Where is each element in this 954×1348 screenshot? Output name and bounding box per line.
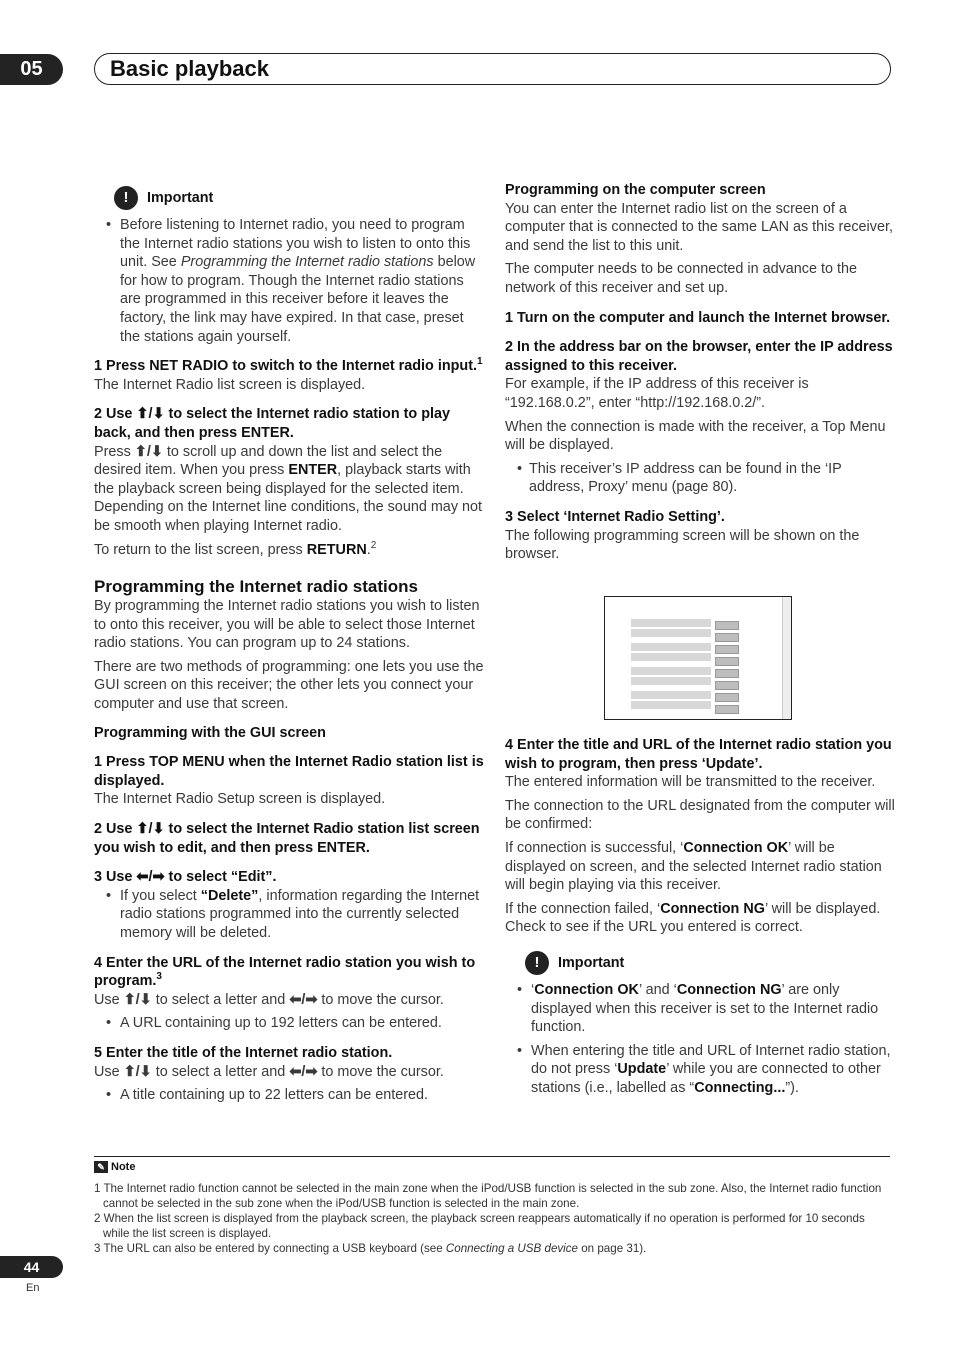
footnote-1: 1 The Internet radio function cannot be selected in the main zone when the iPod/USB function is selected in the sub zone. Also, the Internet radio function cannot be selected in the sub zone when the iPod/USB function is selected in the main zone. <box>94 1181 882 1210</box>
leftright-arrows-icon: ⬅/➡ <box>289 991 318 1008</box>
note-icon: ✎ <box>94 1161 108 1173</box>
step-1-body: The Internet Radio list screen is displayed. <box>94 376 366 393</box>
url-field <box>631 677 711 685</box>
notes-divider <box>94 1156 890 1157</box>
important-bullet-1: • ‘Connection OK’ and ‘Connection NG’ are only displayed when this receiver is set to the Internet radio function. <box>505 981 895 1037</box>
chapter-title-bar <box>94 53 891 85</box>
programming-screen-illustration <box>604 596 792 720</box>
pc-step-3-body: The following programming screen will be shown on the browser. <box>505 527 860 563</box>
title-field <box>631 643 711 651</box>
pc-paragraph-1: You can enter the Internet radio list on the screen of a computer that is connected to the same LAN as this receiver, and send the list to this unit. <box>505 200 893 254</box>
updown-arrows-icon: ⬆/⬇ <box>136 821 165 838</box>
footnote-3: 3 The URL can also be entered by connecting a USB keyboard (see Connecting a USB device on page 31). <box>94 1241 647 1255</box>
footnote-2: 2 When the list screen is displayed from the playback screen, the playback screen reappears automatically if no operation is performed for 10 seconds while the list screen is displayed. <box>94 1211 865 1240</box>
pc-step-4-body: The entered information will be transmitted to the receiver. <box>505 774 876 791</box>
chapter-title: Basic playback <box>110 56 269 81</box>
important-icon: ! <box>114 186 138 210</box>
left-column <box>94 186 484 1105</box>
step-2: 2 Use ⬆/⬇ to select the Internet radio station to play back, and then press ENTER. <box>94 406 450 441</box>
gui-step-5-bullet: • A title containing up to 22 letters can be entered. <box>94 1086 484 1105</box>
chapter-number: 05 <box>0 54 63 85</box>
updown-arrows-icon: ⬆/⬇ <box>123 991 152 1008</box>
gui-step-4: 4 Enter the URL of the Internet radio station you wish to program.$^3$ <box>94 954 476 990</box>
gui-step-4-bullet: • A URL containing up to 192 letters can be entered. <box>94 1014 484 1033</box>
scrollbar <box>782 597 791 719</box>
update-button <box>715 681 739 690</box>
pc-subtitle: Programming on the computer screen <box>505 182 766 198</box>
important-label: Important <box>147 189 214 206</box>
update-button <box>715 657 739 666</box>
gui-step-3: 3 Use ⬅/➡ to select “Edit”. <box>94 869 277 886</box>
pc-step-3: 3 Select ‘Internet Radio Setting’. <box>505 508 725 525</box>
return-text: To return to the list screen, press RETURN.$^2$ <box>94 539 377 558</box>
gui-step-5-body: Use ⬆/⬇ to select a letter and ⬅/➡ to move the cursor. <box>94 1063 444 1080</box>
gui-step-4-body: Use ⬆/⬇ to select a letter and ⬅/➡ to move the cursor. <box>94 991 444 1008</box>
important-bullet-2: • When entering the title and URL of Internet radio station, do not press ‘Update’ while you are connected to other stations (i.e., labelled as “Connecting...”). <box>505 1042 895 1098</box>
updown-arrows-icon: ⬆/⬇ <box>134 443 163 460</box>
gui-step-3-bullet: • If you select “Delete”, information regarding the Internet radio stations programmed into the currently selected memory will be deleted. <box>94 887 484 943</box>
url-field <box>631 629 711 637</box>
section-paragraph-1: By programming the Internet radio stations you wish to listen to onto this receiver, you will be able to select those Internet radio stations. You can program up to 24 stations. <box>94 598 480 652</box>
important-label: Important <box>558 954 625 971</box>
url-field <box>631 701 711 709</box>
gui-step-1-body: The Internet Radio Setup screen is displayed. <box>94 791 386 808</box>
pc-step-4: 4 Enter the title and URL of the Internet radio station you wish to program, then press ‘Update’. <box>505 737 892 772</box>
pc-step-2-body: For example, if the IP address of this receiver is “192.168.0.2”, enter “http://192.168.0.2/”. <box>505 376 809 411</box>
important-icon: ! <box>525 951 549 975</box>
gui-step-1: 1 Press TOP MENU when the Internet Radio station list is displayed. <box>94 754 484 789</box>
gui-step-2: 2 Use ⬆/⬇ to select the Internet Radio station list screen you wish to edit, and then press ENTER. <box>94 821 480 856</box>
update-button <box>715 693 739 702</box>
update-button <box>715 669 739 678</box>
important-bullet: • Before listening to Internet radio, you need to program the Internet radio stations you wish to listen to onto this unit. See Programming the Internet radio stations below for how to program. Though the Internet radio stations are programmed in this receiver before it leaves the factory, the link may have expired. In that case, preset the stations again yourself. <box>94 216 484 346</box>
leftright-arrows-icon: ⬅/➡ <box>289 1063 318 1080</box>
gui-step-5: 5 Enter the title of the Internet radio station. <box>94 1044 393 1061</box>
url-field <box>631 653 711 661</box>
step-1: 1 Press NET RADIO to switch to the Internet radio input.$^1$ <box>94 356 483 375</box>
updown-arrows-icon: ⬆/⬇ <box>136 406 165 423</box>
pc-step-2-body-2: When the connection is made with the receiver, a Top Menu will be displayed. <box>505 418 886 454</box>
leftright-arrows-icon: ⬅/➡ <box>136 869 165 886</box>
pc-step-4-body-2: The connection to the URL designated from the computer will be confirmed: <box>505 797 895 833</box>
connection-ok-text: If connection is successful, ‘Connection OK’ will be displayed on screen, and the selected Internet radio station will begin playing via this receiver. <box>505 839 882 894</box>
right-column-bottom <box>505 736 895 1098</box>
important-heading <box>94 186 484 210</box>
language-code: En <box>26 1282 40 1294</box>
pc-step-1: 1 Turn on the computer and launch the Internet browser. <box>505 309 891 326</box>
update-button <box>715 621 739 630</box>
important-heading-2 <box>505 951 895 975</box>
title-field <box>631 619 711 627</box>
step-2-body: Press ⬆/⬇ to scroll up and down the list and select the desired item. When you press ENTER, playback starts with the playback screen being displayed for the selected item. Depending on the Internet line conditions, the sound may not be smooth when playing Internet radio. <box>94 443 483 534</box>
updown-arrows-icon: ⬆/⬇ <box>123 1063 152 1080</box>
update-button <box>715 705 739 714</box>
pc-step-2: 2 In the address bar on the browser, enter the IP address assigned to this receiver. <box>505 339 893 374</box>
connection-ng-text: If the connection failed, ‘Connection NG’ will be displayed. Check to see if the URL you entered is correct. <box>505 900 881 936</box>
gui-subtitle: Programming with the GUI screen <box>94 724 326 741</box>
page-number: 44 <box>0 1256 63 1278</box>
note-label: Note <box>111 1161 136 1173</box>
notes-section <box>94 1158 890 1256</box>
right-column-top <box>505 181 893 564</box>
section-title: Programming the Internet radio stations <box>94 577 418 597</box>
update-button <box>715 633 739 642</box>
section-paragraph-2: There are two methods of programming: one lets you use the GUI screen on this receiver; the other lets you connect your computer and use that screen. <box>94 658 484 713</box>
update-button <box>715 645 739 654</box>
title-field <box>631 691 711 699</box>
pc-step-2-bullet: • This receiver’s IP address can be found in the ‘IP address, Proxy’ menu (page 80). <box>505 460 893 497</box>
pc-paragraph-2: The computer needs to be connected in advance to the network of this receiver and set up. <box>505 261 858 296</box>
note-heading <box>94 1158 890 1177</box>
title-field <box>631 667 711 675</box>
